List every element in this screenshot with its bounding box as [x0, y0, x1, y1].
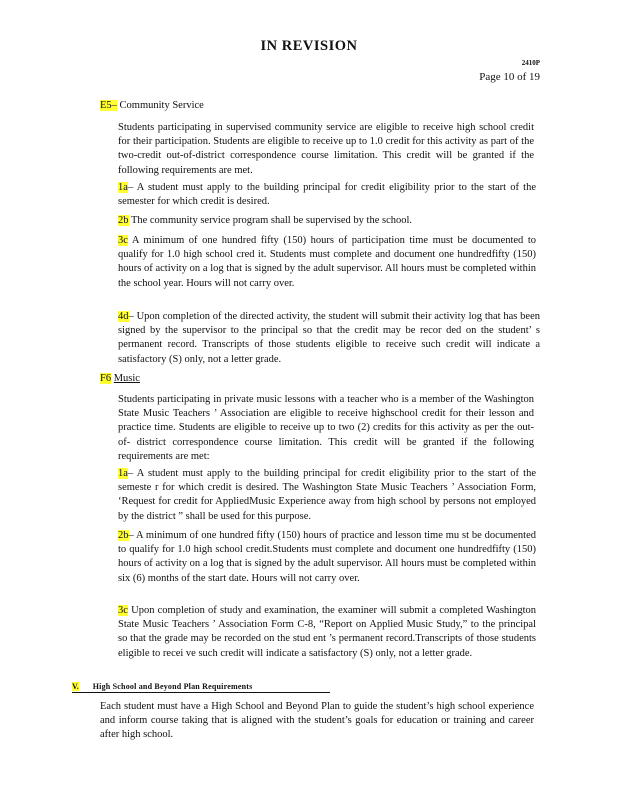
item-text: A minimum of one hundred fifty (150) hours of participation time must be documented to qualify for 1.0 high school cred it. Students must complete and document one hundredfifty (150) hours of activity on a log that is signed by the adult supervisor. All hours must be completed within the school year. Hours will not carry over. [118, 235, 537, 289]
list-item [118, 214, 536, 228]
music-heading [100, 373, 140, 384]
item-marker: 4d [118, 311, 129, 322]
list-item: 1a– A student must apply to the building principal for credit eligibility prior to the start of the semester for which credit is desired. [118, 182, 537, 208]
page-number: Page 10 of 19 [479, 71, 540, 83]
section-marker: E5 [100, 100, 112, 111]
section-marker-dash: – [111, 100, 117, 111]
section-marker: V. [72, 682, 79, 691]
list-item [118, 604, 536, 661]
item-text: The community service program shall be supervised by the school. [130, 215, 413, 226]
list-item [118, 234, 536, 291]
section-title: Music [113, 373, 140, 384]
section-title: High School and Beyond Plan Requirements [92, 682, 253, 691]
list-item: 1a– A student must apply to the building principal for credit eligibility prior to the start of the semeste r for which credit is desired. The Washington State Music Teachers ’ Association Form, ‘Request for credit for AppliedMusic Experience away from high school by persons not employed by the district ” shall be used for this purpose. [118, 468, 537, 522]
music-intro-paragraph: Students participating in private music lessons with a teacher who is a member of the Washington State Music Teachers ’ Association are eligible to receive highschool credit for their lesson and practice time. Students are eligible to receive up to two (2) credits for this activity as per the out-of- district correspondence course limitation. This credit will be granted if the following requirements are met: [118, 394, 534, 462]
list-item: 2b– A minimum of one hundred fifty (150) hours of practice and lesson time mu st be documented to qualify for 1.0 high school credit.Students must complete and document one hundredfifty (150) hours of activity on a log that is signed by the adult supervisor. All hours must be completed within six (6) months of the start date. Hours will not carry over. [118, 530, 536, 584]
item-marker: 2b [118, 530, 129, 541]
item-text: Upon completion of study and examination, the examiner will submit a completed Washington State Music Teachers ’ Association Form C-8, “Report on Applied Music Study,” to the principal so that the grade may be recorded on the stud ent ’s permanent record.Transcripts of those students eligible to recei ve such credit will indicate a satisfactory (S) only, not a letter grade. [118, 605, 536, 659]
item-text: A student must apply to the building principal for credit eligibility prior to the start of the semeste r for which credit is desired. The Washington State Music Teachers ’ Association Form, ‘Request for credit for AppliedMusic Experience away from high school by persons not employed by the district ” shall be used for this purpose. [118, 468, 537, 522]
item-marker: 1a [118, 468, 128, 479]
item-text: A student must apply to the building principal for credit eligibility prior to the start of the semester for which credit is desired. [118, 182, 537, 208]
community-intro-paragraph: Students participating in supervised community service are eligible to receive high school credit for their participation. Students are eligible to receive up to 1.0 credit for this activity as part of the two-credit out-of-district correspondence course limitation. This credit will be granted if the following requirements are met. [118, 122, 534, 176]
item-marker: 3c [118, 235, 128, 246]
item-marker: 2b [118, 215, 129, 226]
community-service-heading [100, 100, 204, 111]
section-marker: F6 [100, 373, 112, 384]
item-marker: 1a [118, 182, 128, 193]
item-text: Upon completion of the directed activity, the student will submit their activity log that has been signed by the supervisor to the principal so that the credit may be recor ded on the student’ s permanent record. Transcripts of those students eligible to receive such credit will indicate a satisfactory (S) only, not a letter grade. [118, 311, 541, 365]
policy-code: 2410P [521, 59, 540, 67]
section-v-heading [72, 682, 330, 693]
list-item: 4d– Upon completion of the directed activity, the student will submit their activity log that has been signed by the supervisor to the principal so that the credit may be recor ded on the student’ s permanent record. Transcripts of those students eligible to receive such credit will indicate a satisfactory (S) only, not a letter grade. [118, 311, 541, 365]
section-v-paragraph: Each student must have a High School and Beyond Plan to guide the student’s high school experience and inform course taking that is aligned with the student’s goals for education or training and career after high school. [100, 701, 534, 741]
item-marker: 3c [118, 605, 128, 616]
item-text: A minimum of one hundred fifty (150) hours of practice and lesson time mu st be documented to qualify for 1.0 high school credit.Students must complete and document one hundredfifty (150) hours of activity on a log that is signed by the adult supervisor. All hours must be completed within six (6) months of the start date. Hours will not carry over. [118, 530, 536, 584]
page-title: IN REVISION [260, 38, 358, 54]
section-title: Community Service [119, 100, 204, 111]
